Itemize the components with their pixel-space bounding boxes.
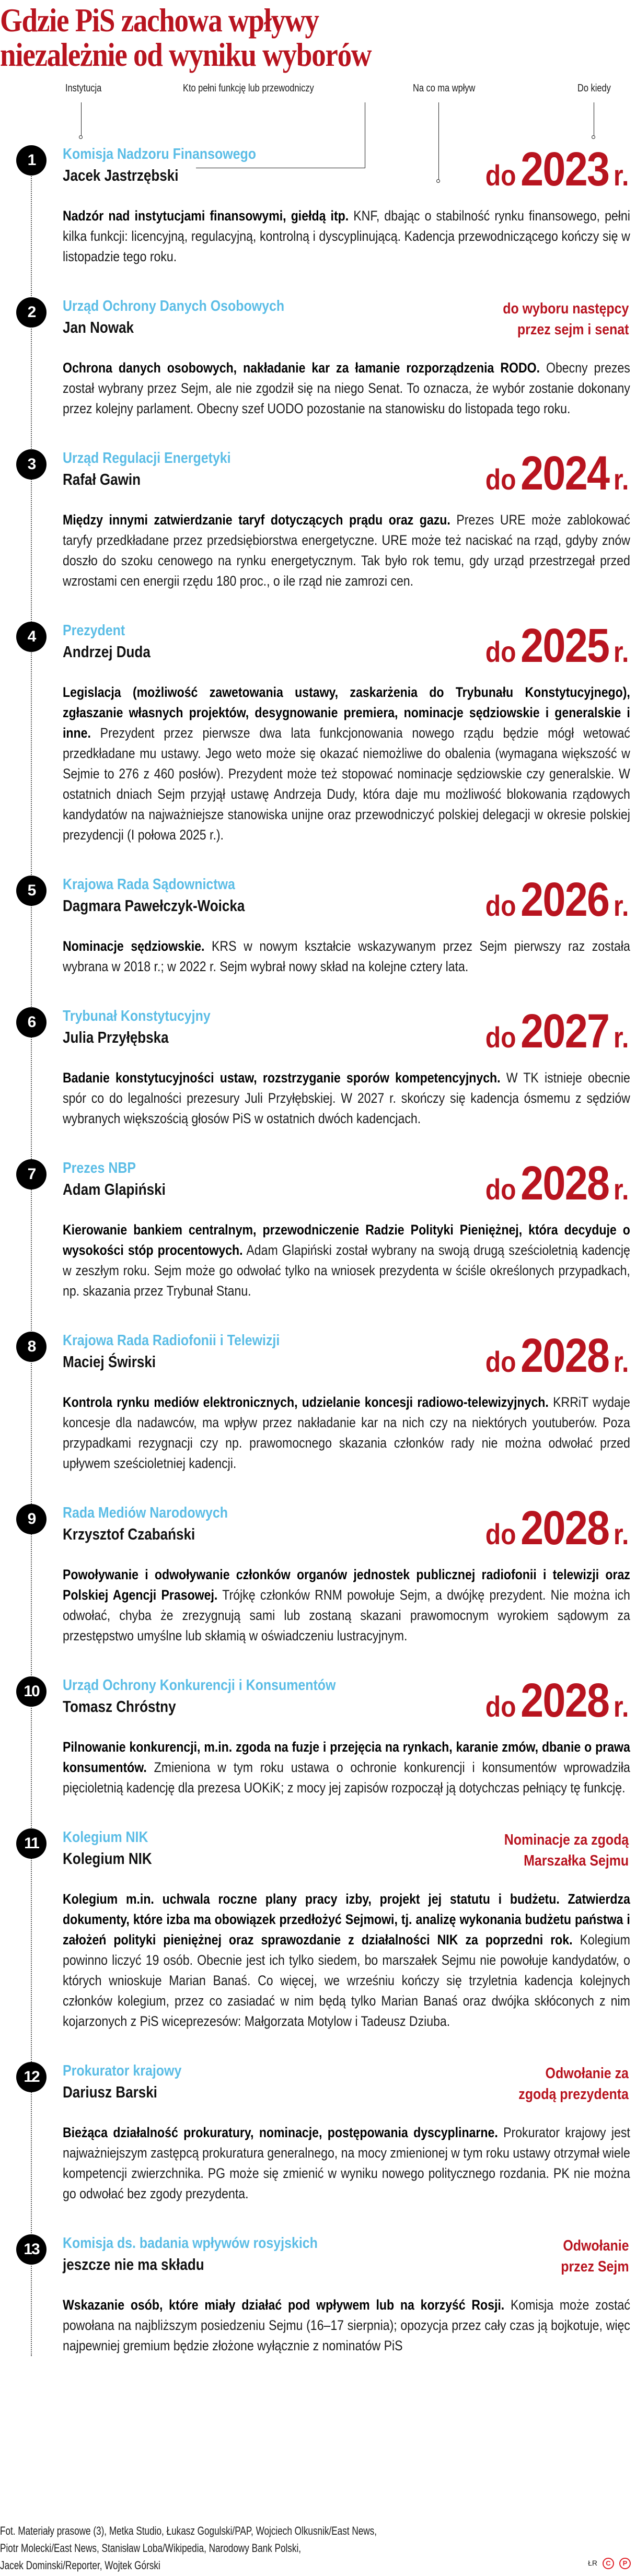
entry-3: [0, 448, 636, 591]
until-suffix: r.: [613, 1173, 629, 1206]
entry-number-badge: [16, 1007, 47, 1038]
page-title: [0, 0, 547, 72]
person-name: Adam Glapiński: [63, 1180, 166, 1198]
entry-number: 13: [24, 2241, 39, 2258]
until-suffix: r.: [613, 635, 629, 668]
until-year-value: 2024: [520, 447, 609, 500]
entry-header: [63, 1827, 629, 1880]
until-condition-line-1: Odwołanie za: [545, 2065, 629, 2082]
entry-header: [63, 2061, 629, 2113]
copyright-c-icon: C: [603, 2558, 614, 2569]
influence-description: [63, 936, 630, 977]
influence-description: [63, 1220, 630, 1301]
until-prefix: do: [485, 1173, 516, 1206]
entry-number-badge: [16, 1504, 47, 1534]
entries-list: [0, 144, 636, 2356]
until-suffix: r.: [613, 463, 629, 496]
influence-details: Adam Glapiński został wybrany na swoją drugą sześcioletnią kadencję w zeszłym roku. Sejm może go odwołać tylko na wniosek prezydenta w ściśle określonych przypadkach, np. skazania przez Trybunał Stanu.: [63, 1242, 630, 1299]
person-name: Julia Przyłębska: [63, 1028, 169, 1046]
title-line-1: Gdzie PiS zachowa wpływy: [0, 2, 319, 39]
until-condition: [518, 2063, 629, 2105]
person-name: Kolegium NIK: [63, 1849, 152, 1868]
entry-number: 12: [24, 2068, 39, 2085]
until-condition-line-1: Nominacje za zgodą: [504, 1832, 629, 1848]
credits-line-3: Jacek Dominski/Reporter, Wojtek Górski: [0, 2559, 160, 2572]
person-name: Tomasz Chróstny: [63, 1697, 176, 1716]
person-name: Dagmara Pawełczyk-Woicka: [63, 896, 245, 915]
influence-summary: Badanie konstytucyjności ustaw, rozstrzyganie sporów kompetencyjnych.: [63, 1070, 501, 1086]
until-prefix: do: [485, 1690, 516, 1723]
institution-name: Urząd Ochrony Konkurencji i Konsumentów: [63, 1677, 336, 1694]
entry-header: [63, 621, 629, 673]
entry-12: [0, 2061, 636, 2204]
until-year-value: 2025: [520, 619, 609, 672]
entry-header: [63, 875, 629, 927]
until-condition-line-2: zgodą prezydenta: [518, 2086, 629, 2103]
column-legend: [0, 83, 636, 144]
influence-summary: Powoływanie i odwoływanie członków organów jednostek publicznej radiofonii i telewizji oraz Polskiej Agencji Prasowej.: [63, 1567, 630, 1603]
until-prefix: do: [485, 1518, 516, 1551]
influence-description: [63, 1068, 630, 1129]
entry-header: [63, 1006, 629, 1058]
entry-header: [63, 144, 629, 196]
influence-details: KNF, dbając o stabilność rynku finansowego, pełni kilka funkcji: licencyjną, regulacyjną, kontrolną i dyscyplinującą. Kadencja przewodniczącego kończy się w listopadzie tego roku.: [63, 208, 630, 264]
institution-name: Kolegium NIK: [63, 1829, 148, 1846]
until-suffix: r.: [613, 1021, 629, 1054]
entry-number-badge: [16, 2234, 47, 2265]
until-year-value: 2028: [520, 1329, 609, 1382]
entry-2: [0, 296, 636, 419]
entry-1: [0, 144, 636, 267]
influence-description: [63, 510, 630, 591]
influence-description: [63, 1737, 630, 1798]
influence-summary: Wskazanie osób, które miały działać pod wpływem lub na korzyść Rosji.: [63, 2297, 505, 2313]
entry-number: 7: [27, 1165, 36, 1183]
entry-number: 6: [27, 1013, 36, 1031]
until-year: [485, 143, 629, 196]
entry-number: 2: [27, 304, 36, 321]
until-suffix: r.: [613, 1345, 629, 1378]
until-suffix: r.: [613, 159, 629, 192]
institution-name: Prezes NBP: [63, 1160, 136, 1176]
influence-summary: Nominacje sędziowskie.: [63, 938, 205, 954]
person-name: jeszcze nie ma składu: [63, 2255, 204, 2274]
influence-description: [63, 682, 630, 845]
entry-number: 4: [27, 628, 36, 645]
person-name: Maciej Świrski: [63, 1353, 156, 1371]
signature: [588, 2555, 631, 2572]
pointer-until-dot: [592, 135, 595, 139]
entry-8: [0, 1331, 636, 1474]
entry-number-badge: [16, 1332, 47, 1362]
influence-description: [63, 2295, 630, 2356]
influence-details: Prokurator krajowy jest najważniejszym zastępcą prokuratura generalnego, na mocy zmienionej w tym roku ustawy otrzymał wiele kompetencji zwierzchnika. PG może się zmienić w wyniku nowego politycznego rozdania. PK nie można go odwołać bez zgody prezydenta.: [63, 2125, 630, 2201]
institution-name: Komisja ds. badania wpływów rosyjskich: [63, 2235, 318, 2252]
entry-number: 8: [27, 1338, 36, 1355]
entry-7: [0, 1158, 636, 1301]
until-prefix: do: [485, 159, 516, 192]
institution-name: Trybunał Konstytucyjny: [63, 1008, 211, 1024]
entry-header: [63, 1331, 629, 1383]
influence-details: Zmieniona w tym roku ustawa o ochronie konkurencji i konsumentów wprowadziła pięcioletnią kadencję dla prezesa UOKiK; z mocy jej zapisów rozpoczął ją dotychczas pełniący tę funkcję.: [63, 1759, 630, 1796]
influence-summary: Kontrola rynku mediów elektronicznych, udzielanie koncesji radiowo-telewizyjnych.: [63, 1394, 549, 1410]
influence-description: [63, 1392, 630, 1474]
person-name: Rafał Gawin: [63, 470, 141, 488]
legend-person: Kto pełni funkcję lub przewodniczy: [183, 83, 314, 94]
entry-11: [0, 1827, 636, 2032]
institution-name: Urząd Ochrony Danych Osobowych: [63, 298, 285, 314]
footer: [0, 2522, 636, 2574]
entry-number: 3: [27, 456, 36, 473]
influence-summary: Bieżąca działalność prokuratury, nominacje, postępowania dyscyplinarne.: [63, 2125, 498, 2140]
entry-header: [63, 1503, 629, 1555]
author-initials: ŁR: [588, 2559, 597, 2567]
influence-details: Kolegium powinno liczyć 19 osób. Obecnie jest ich tylko siedem, bo marszałek Sejmu nie powołuje kandydatów, o których wnioskuje Marian Banaś. Co więcej, we wrześniu kończy się trzyletnia kadencja kolejnych członków kolegium, przez co zasiadać w nim będą tylko Marian Banaś oraz dwójka skłóconych z nim kojarzonych z PiS wiceprezesów: Małgorzata Motylow i Tadeusz Dziuba.: [63, 1932, 630, 2029]
influence-description: [63, 358, 630, 419]
influence-description: [63, 1889, 630, 2032]
entry-number-badge: [16, 1828, 47, 1859]
until-prefix: do: [485, 1345, 516, 1378]
until-year-value: 2026: [520, 873, 609, 926]
influence-description: [63, 1565, 630, 1646]
influence-summary: Między innymi zatwierdzanie taryf dotyczących prądu oraz gazu.: [63, 512, 450, 528]
influence-description: [63, 2123, 630, 2204]
person-name: Andrzej Duda: [63, 643, 151, 661]
influence-details: W TK istnieje obecnie spór co do legalności prezesury Juli Przyłębskiej. W 2027 r. skończy się kadencja ósmemu z sędziów wybranych większością głosów PiS w ostatnich dwóch kadencjach.: [63, 1070, 630, 1126]
entry-10: [0, 1675, 636, 1798]
until-condition: [503, 298, 629, 340]
until-year: [485, 873, 629, 926]
legend-influence: Na co ma wpływ: [413, 83, 476, 94]
influence-summary: Pilnowanie konkurencji, m.in. zgoda na fuzje i przejęcia na rynkach, karanie zmów, dbanie o prawa konsumentów.: [63, 1739, 630, 1775]
institution-name: Prokurator krajowy: [63, 2062, 182, 2079]
until-prefix: do: [485, 889, 516, 922]
until-suffix: r.: [613, 889, 629, 922]
influence-details: KRRiT wydaje koncesje dla nadawców, ma wpływ przez nakładanie kar na nich czy na niektórych youtuberów. Poza przypadkami rezygnacji czy np. prawomocnego skazania członków rady nie można odwołać przed upływem sześcioletniej kadencji.: [63, 1394, 630, 1471]
until-condition-line-2: przez sejm i senat: [517, 321, 629, 338]
entry-number-badge: [16, 2062, 47, 2092]
entry-header: [63, 448, 629, 500]
entry-number-badge: [16, 297, 47, 328]
legend-institution: Instytucja: [65, 83, 102, 94]
person-name: Jacek Jastrzębski: [63, 166, 179, 184]
influence-summary: Kierowanie bankiem centralnym, przewodniczenie Radzie Polityki Pieniężnej, która decyduje o wysokości stóp procentowych.: [63, 1222, 630, 1258]
until-year-value: 2027: [520, 1005, 609, 1058]
entry-number: 10: [24, 1683, 39, 1700]
institution-name: Urząd Regulacji Energetyki: [63, 450, 231, 467]
until-year-value: 2028: [520, 1674, 609, 1727]
entry-header: [63, 1675, 629, 1728]
until-condition-line-1: do wyboru następcy: [502, 300, 629, 317]
copyright-p-icon: P: [619, 2558, 631, 2569]
until-year: [485, 447, 629, 500]
influence-details: KRS w nowym kształcie wskazywanym przez Sejm pierwszy raz została wybrana w 2018 r.; w 2022 r. Sejm wybrał nowy skład na kolejne cztery lata.: [63, 938, 630, 974]
person-name: Krzysztof Czabański: [63, 1525, 195, 1543]
entry-number: 11: [24, 1835, 39, 1852]
entry-header: [63, 296, 629, 348]
influence-summary: Kolegium m.in. uchwala roczne plany pracy izby, projekt jej statutu i budżetu. Zatwierdza dokumenty, które izba ma obowiązek przedłożyć Sejmowi, tj. analizę wykonania budżetu państwa i założeń polityki pieniężnej oraz sprawozdanie z działalności NIK za poprzedni rok.: [63, 1891, 630, 1948]
until-suffix: r.: [613, 1518, 629, 1551]
credits-line-2: Piotr Molecki/East News, Stanisław Loba/Wikipedia, Narodowy Bank Polski,: [0, 2542, 302, 2555]
until-year: [485, 1329, 629, 1382]
influence-details: Komisja może zostać powołana na najbliższym posiedzeniu Sejmu (16–17 sierpnia); opozycja przez cały czas ją bojkotuje, więc najpewniej gremium będzie złożone wyłącznie z nominatów PiS: [63, 2297, 630, 2353]
until-condition-line-1: Odwołanie: [562, 2237, 629, 2254]
institution-name: Prezydent: [63, 622, 125, 639]
entry-number-badge: [16, 145, 47, 176]
until-year: [485, 1157, 629, 1210]
entry-number-badge: [16, 622, 47, 652]
until-year-value: 2028: [520, 1157, 609, 1210]
title-line-2: niezależnie od wyniku wyborów: [0, 36, 372, 73]
entry-13: [0, 2233, 636, 2356]
until-prefix: do: [485, 635, 516, 668]
entry-number: 1: [27, 151, 36, 169]
entry-number-badge: [16, 876, 47, 906]
institution-name: Komisja Nadzoru Finansowego: [63, 146, 256, 162]
pointer-institution-line: [81, 102, 82, 136]
until-condition-line-2: Marszałka Sejmu: [523, 1852, 629, 1869]
until-year: [485, 619, 629, 672]
legend-until: Do kiedy: [577, 83, 611, 94]
until-year: [485, 1501, 629, 1555]
influence-summary: Ochrona danych osobowych, nakładanie kar za łamanie rozporządzenia RODO.: [63, 360, 540, 376]
influence-details: Prezydent przez pierwsze dwa lata funkcjonowania nowego rządu będzie mógł wetować przedkładane mu ustawy. Jego weto może się okazać niemożliwe do obalenia (wymagana większość w Sejmie to 276 z 460 posłów). Prezydent może też stopować nominacje sędziowskie czy generalskie. W ostatnich dniach Sejm przyjął ustawę Andrzeja Dudy, która daje mu możliwość blokowania rządowych kandydatów na najważniejsze stanowiska unijne oraz przewodniczyć polskiej delegacji w okresie polskiej prezydencji (I połowa 2025 r.).: [63, 725, 630, 843]
entry-number: 9: [27, 1510, 36, 1528]
photo-credits: [0, 2522, 489, 2574]
institution-name: Krajowa Rada Sądownictwa: [63, 876, 235, 893]
entry-number-badge: [16, 449, 47, 480]
influence-details: Prezes URE może zablokować taryfy przedkładane przez przedsiębiorstwa energetyczne. URE może też naciskać na rząd, gdyby znów doszło do szoku cenowego na rynku energetycznym. Tak było rok temu, gdy urząd przestrzegał przed wzrostami cen energii rzędu 180 proc., o ile rząd nie zamrozi cen.: [63, 512, 630, 589]
until-prefix: do: [485, 1021, 516, 1054]
pointer-institution-dot: [79, 135, 83, 139]
until-suffix: r.: [613, 1690, 629, 1723]
credits-line-1: Fot. Materiały prasowe (3), Metka Studio, Łukasz Gogulski/PAP, Wojciech Olkusnik/East News,: [0, 2524, 377, 2537]
entry-number-badge: [16, 1676, 47, 1707]
until-condition: [561, 2235, 629, 2277]
until-year: [485, 1005, 629, 1058]
institution-name: Krajowa Rada Radiofonii i Telewizji: [63, 1332, 280, 1349]
entry-number-badge: [16, 1159, 47, 1190]
influence-summary: Legislacja (możliwość zawetowania ustawy, zaskarżenia do Trybunału Konstytucyjnego), zgłaszanie własnych projektów, desygnowanie premiera, nominacje sędziowskie i generalskie i inne.: [63, 684, 630, 741]
influence-description: [63, 206, 630, 267]
entry-number: 5: [27, 882, 36, 899]
influence-details: Trójkę członków RNM powołuje Sejm, a dwójkę prezydent. Nie można ich odwołać, chyba że zrezygnują sami lub zostaną skazani prawomocnym wyrokiem sądowym za przestępstwo umyślne lub skłamią w oświadczeniu lustracyjnym.: [63, 1587, 630, 1643]
influence-summary: Nadzór nad instytucjami finansowymi, giełdą itp.: [63, 208, 349, 224]
person-name: Dariusz Barski: [63, 2083, 157, 2101]
entry-4: [0, 621, 636, 845]
until-year-value: 2028: [520, 1501, 609, 1555]
entry-5: [0, 875, 636, 977]
until-year-value: 2023: [520, 143, 609, 196]
influence-details: Obecny prezes został wybrany przez Sejm, ale nie zgodził się na niego Senat. To oznacza, że wybór zostanie dokonany przez kolejny parlament. Obecny szef UODO pozostanie na stanowisku do listopada tego roku.: [63, 360, 630, 416]
entry-9: [0, 1503, 636, 1646]
until-prefix: do: [485, 463, 516, 496]
until-condition: [504, 1829, 629, 1871]
entry-header: [63, 1158, 629, 1210]
entry-header: [63, 2233, 629, 2286]
until-year: [485, 1674, 629, 1727]
person-name: Jan Nowak: [63, 318, 134, 336]
entry-6: [0, 1006, 636, 1129]
until-condition-line-2: przez Sejm: [560, 2258, 629, 2275]
institution-name: Rada Mediów Narodowych: [63, 1505, 228, 1521]
